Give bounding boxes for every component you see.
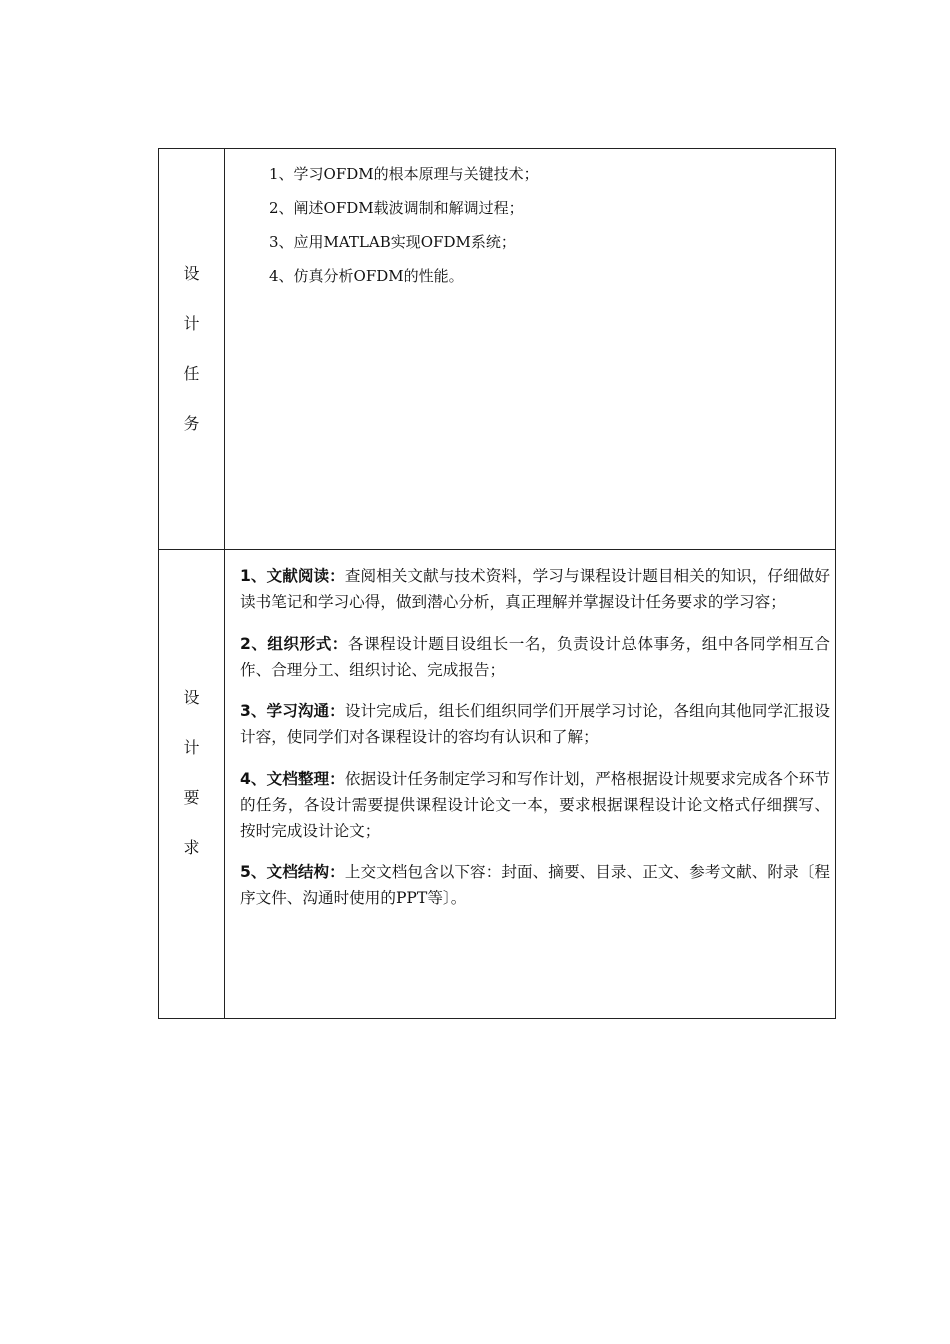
design-requirements-label bbox=[159, 690, 224, 856]
requirement-text: 各课程设计题目设组长一名，负责设计总体事务，组中各同学相互合作、合理分工、组织讨论、完成报告； bbox=[240, 634, 830, 679]
requirement-title: 3、学习沟通： bbox=[240, 702, 345, 721]
label-char: 务 bbox=[183, 414, 200, 433]
requirement-item bbox=[240, 563, 830, 615]
requirement-title: 1、文献阅读： bbox=[240, 567, 345, 585]
requirement-item bbox=[240, 631, 830, 683]
label-char: 计 bbox=[183, 738, 200, 757]
requirement-list bbox=[240, 563, 830, 923]
requirement-item bbox=[240, 766, 830, 844]
label-char: 计 bbox=[183, 314, 200, 333]
requirement-title: 5、文档结构： bbox=[240, 863, 345, 882]
design-tasks-label-cell bbox=[159, 149, 225, 549]
design-tasks-row bbox=[159, 149, 835, 549]
requirement-title: 2、组织形式： bbox=[240, 634, 348, 653]
requirement-text: 设计完成后，组长们组织同学们开展学习讨论，各组向其他同学汇报设计容，使同学们对各课程设计的容均有认识和了解； bbox=[240, 702, 830, 747]
design-requirements-content bbox=[225, 550, 835, 1018]
design-tasks-content bbox=[225, 149, 835, 549]
requirement-text: 上交文档包含以下容：封面、摘要、目录、正文、参考文献、附录〔程序文件、沟通时使用的PPT等〕。 bbox=[240, 863, 830, 908]
requirement-item bbox=[240, 698, 830, 750]
label-char: 要 bbox=[183, 788, 200, 807]
requirement-text: 依据设计任务制定学习和写作计划，严格根据设计规要求完成各个环节的任务，各设计需要提供课程设计论文一本，要求根据课程设计论文格式仔细撰写、按时完成设计论文； bbox=[240, 769, 830, 840]
label-char: 求 bbox=[183, 838, 200, 857]
design-requirements-row bbox=[159, 549, 835, 1018]
requirement-title: 4、文档整理： bbox=[240, 769, 345, 788]
task-item: 1、学习OFDM的根本原理与关键技术； bbox=[269, 165, 539, 183]
label-char: 设 bbox=[183, 688, 200, 707]
design-tasks-label bbox=[159, 266, 224, 432]
task-list bbox=[269, 165, 539, 301]
requirement-text: 查阅相关文献与技术资料，学习与课程设计题目相关的知识，仔细做好读书笔记和学习心得，做到潜心分析，真正理解并掌握设计任务要求的学习容； bbox=[240, 567, 830, 611]
task-item: 3、应用MATLAB实现OFDM系统； bbox=[269, 233, 516, 251]
design-table bbox=[158, 148, 836, 1019]
task-item: 4、仿真分析OFDM的性能。 bbox=[269, 267, 464, 285]
label-char: 任 bbox=[183, 364, 200, 383]
design-requirements-label-cell bbox=[159, 550, 225, 1018]
label-char: 设 bbox=[183, 264, 200, 283]
requirement-item bbox=[240, 859, 830, 911]
task-item: 2、阐述OFDM载波调制和解调过程； bbox=[269, 199, 524, 217]
